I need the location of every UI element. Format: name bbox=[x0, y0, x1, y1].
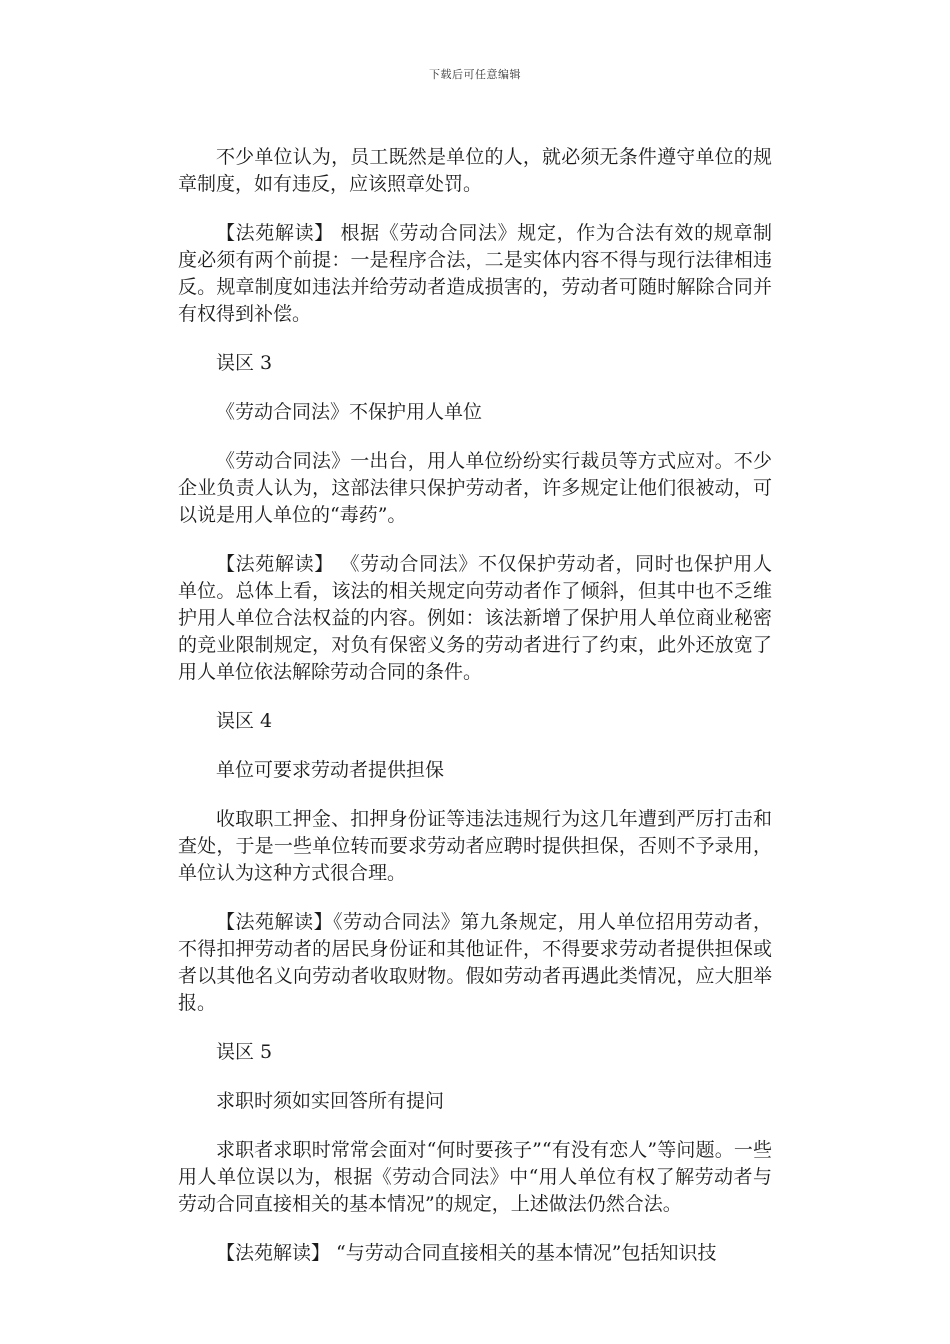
paragraph-interpretation-4: 【法苑解读】《劳动合同法》第九条规定，用人单位招用劳动者，不得扣押劳动者的居民身份证和其他证件，不得要求劳动者提供担保或者以其他名义向劳动者收取财物。假如劳动者再遇此类情况，应大胆举报。 bbox=[178, 911, 772, 1014]
paragraph-interpretation-2: 【法苑解读】 根据《劳动合同法》规定，作为合法有效的规章制度必须有两个前提：一是程序合法，二是实体内容不得与现行法律相违反。规章制度如违法并给劳动者造成损害的，劳动者可随时解除合同并有权得到补偿。 bbox=[178, 222, 772, 325]
section-title-misconception-4: 单位可要求劳动者提供担保 bbox=[216, 759, 445, 781]
paragraph-misconception-5: 求职者求职时常常会面对“何时要孩子”“有没有恋人”等问题。一些用人单位误以为，根据《劳动合同法》中“用人单位有权了解劳动者与劳动合同直接相关的基本情况”的规定，上述做法仍然合法。 bbox=[178, 1139, 772, 1215]
section-title-misconception-3: 《劳动合同法》不保护用人单位 bbox=[216, 401, 483, 423]
paragraph-interpretation-3: 【法苑解读】 《劳动合同法》不仅保护劳动者，同时也保护用人单位。总体上看，该法的相关规定向劳动者作了倾斜，但其中也不乏维护用人单位合法权益的内容。例如：该法新增了保护用人单位商业秘密的竞业限制规定，对负有保密义务的劳动者进行了约束，此外还放宽了用人单位依法解除劳动合同的条件。 bbox=[178, 553, 772, 683]
section-label-misconception-4: 误区 4 bbox=[216, 710, 273, 732]
paragraph-intro: 不少单位认为，员工既然是单位的人，就必须无条件遵守单位的规章制度，如有违反，应该照章处罚。 bbox=[178, 146, 772, 195]
section-label-misconception-5: 误区 5 bbox=[216, 1041, 273, 1063]
section-label-misconception-3: 误区 3 bbox=[216, 352, 273, 374]
section-title-misconception-5: 求职时须如实回答所有提问 bbox=[216, 1090, 445, 1112]
paragraph-interpretation-5: 【法苑解读】 “与劳动合同直接相关的基本情况”包括知识技 bbox=[216, 1242, 717, 1264]
paragraph-misconception-4: 收取职工押金、扣押身份证等违法违规行为这几年遭到严厉打击和查处，于是一些单位转而要求劳动者应聘时提供担保，否则不予录用，单位认为这种方式很合理。 bbox=[178, 808, 772, 884]
document-body bbox=[178, 144, 772, 1289]
header-note: 下载后可任意编辑 bbox=[429, 68, 521, 81]
paragraph-misconception-3: 《劳动合同法》一出台，用人单位纷纷实行裁员等方式应对。不少企业负责人认为，这部法律只保护劳动者，许多规定让他们很被动，可以说是用人单位的“毒药”。 bbox=[178, 450, 772, 526]
